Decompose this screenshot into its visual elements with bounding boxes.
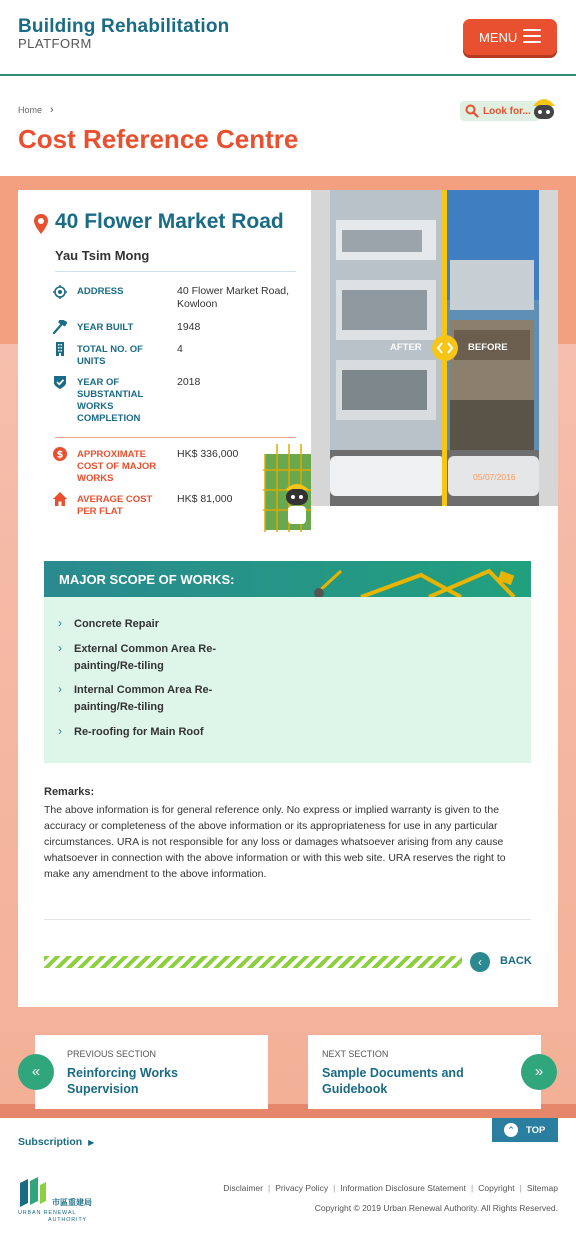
footer-link-privacy[interactable]: Privacy Policy — [275, 1183, 329, 1193]
shield-check-icon — [53, 375, 67, 389]
page-title: Cost Reference Centre — [18, 124, 299, 154]
year-built-value: 1948 — [177, 321, 201, 333]
chevron-left-icon: ‹ — [470, 952, 490, 972]
building-icon — [53, 342, 67, 356]
link-separator: | — [470, 1183, 474, 1193]
scope-item: Concrete Repair — [74, 618, 159, 630]
ura-english-name-2: AUTHORITY — [48, 1217, 87, 1223]
chevron-right-icon: › — [50, 104, 54, 116]
avg-cost-value: HK$ 81,000 — [177, 493, 233, 505]
footer-link-copyright[interactable]: Copyright — [478, 1183, 515, 1193]
subscription-label: Subscription — [18, 1136, 83, 1148]
previous-section-link[interactable] — [35, 1035, 268, 1109]
menu-label: MENU — [479, 30, 518, 45]
breadcrumb-home[interactable]: Home — [18, 105, 43, 115]
chevron-right-icon: › — [58, 616, 62, 630]
property-address-title: 40 Flower Market Road — [55, 210, 284, 233]
menu-button[interactable] — [463, 19, 557, 55]
address-label: ADDRESS — [77, 286, 124, 297]
ura-logo[interactable] — [18, 1177, 102, 1223]
approx-cost-label: APPROXIMATE COST OF MAJOR WORKS — [77, 449, 157, 484]
scaffold-robot-icon — [261, 440, 313, 534]
top-label: TOP — [526, 1125, 546, 1136]
photo-date-stamp: 05/07/2016 — [473, 472, 516, 482]
link-separator: | — [267, 1183, 271, 1193]
works-completion-label: YEAR OF SUBSTANTIAL WORKS COMPLETION — [77, 377, 144, 424]
home-icon — [53, 492, 67, 506]
footer-link-sitemap[interactable]: Sitemap — [526, 1183, 558, 1193]
caret-right-icon: ▶ — [88, 1138, 95, 1147]
tools-decoration-icon — [309, 565, 531, 597]
ura-english-name-1: URBAN RENEWAL — [18, 1210, 77, 1216]
before-after-photo[interactable] — [330, 190, 539, 506]
link-separator: | — [519, 1183, 522, 1193]
next-section-title: Sample Documents and Guidebook — [322, 1066, 464, 1096]
remarks-text: The above information is for general reference only. No express or implied warranty is given to the accuracy or completeness of the above information or its appropriateness for use in any particular circumstances. URA is not responsible for any loss or damages whatsoever arising from any cause whatsoever in connection with the above information or with this web site. URA reserves the right to make any amendment to the above information. — [44, 804, 506, 880]
compare-slider-handle[interactable] — [431, 334, 459, 362]
subscription-link[interactable] — [18, 1136, 94, 1148]
address-value: 40 Flower Market Road, Kowloon — [177, 285, 290, 310]
footer-link-disclaimer[interactable]: Disclaimer — [223, 1183, 263, 1193]
scope-item: External Common Area Re-painting/Re-tiling — [74, 643, 217, 672]
total-units-value: 4 — [177, 343, 183, 355]
site-header — [0, 0, 576, 76]
approx-cost-value: HK$ 336,000 — [177, 448, 239, 460]
dollar-icon — [53, 447, 67, 461]
hammer-icon — [53, 320, 67, 334]
divider — [44, 919, 531, 920]
after-label: AFTER — [390, 342, 422, 353]
look-for-label: Look for... — [483, 106, 531, 117]
hamburger-icon — [523, 29, 541, 43]
back-button[interactable] — [470, 952, 530, 972]
next-section-link[interactable] — [308, 1035, 541, 1109]
logo-title[interactable]: Building Rehabilitation — [18, 16, 230, 37]
works-completion-value: 2018 — [177, 376, 201, 388]
target-icon — [53, 285, 67, 299]
ura-logo-mark-icon — [18, 1177, 48, 1209]
year-built-label: YEAR BUILT — [77, 322, 134, 333]
look-for-button[interactable] — [460, 101, 540, 121]
previous-section-title: Reinforcing Works Supervision — [67, 1066, 178, 1096]
chevron-up-icon: ⌃ — [504, 1123, 518, 1137]
back-to-top-button[interactable] — [492, 1118, 558, 1142]
location-pin-icon — [34, 214, 48, 234]
ura-chinese-name: 市區重建局 — [52, 1198, 92, 1207]
divider — [55, 271, 296, 272]
double-chevron-left-icon[interactable]: « — [18, 1054, 54, 1090]
previous-section-kicker: PREVIOUS SECTION — [67, 1049, 157, 1059]
hatch-divider — [44, 956, 462, 968]
next-section-kicker: NEXT SECTION — [322, 1049, 389, 1059]
scope-title: MAJOR SCOPE OF WORKS: — [59, 572, 235, 587]
total-units-label: TOTAL NO. OF UNITS — [77, 344, 143, 367]
scope-item: Internal Common Area Re-painting/Re-tiling — [74, 684, 213, 713]
link-separator: | — [333, 1183, 336, 1193]
back-label: BACK — [500, 955, 532, 967]
chevron-right-icon: › — [58, 641, 62, 655]
svg-text:$: $ — [56, 449, 64, 461]
copyright-text: Copyright © 2019 Urban Renewal Authority. All Rights Reserved. — [314, 1203, 558, 1213]
breadcrumb — [18, 104, 54, 116]
remarks-heading: Remarks: — [44, 786, 95, 798]
robot-mascot-icon — [530, 94, 558, 122]
search-icon — [465, 104, 479, 118]
footer-links — [223, 1183, 558, 1193]
chevron-right-icon: › — [58, 724, 62, 738]
footer-link-disclosure[interactable]: Information Disclosure Statement — [340, 1183, 466, 1193]
scope-list — [44, 597, 531, 763]
double-chevron-right-icon[interactable]: » — [521, 1054, 557, 1090]
logo-subtitle[interactable]: PLATFORM — [18, 36, 92, 51]
chevron-right-icon: › — [58, 682, 62, 696]
scope-item: Re-roofing for Main Roof — [74, 726, 204, 738]
avg-cost-label: AVERAGE COST PER FLAT — [77, 494, 153, 517]
divider — [55, 437, 296, 438]
scope-header — [44, 561, 531, 597]
property-district: Yau Tsim Mong — [55, 248, 150, 263]
before-label: BEFORE — [468, 342, 508, 353]
